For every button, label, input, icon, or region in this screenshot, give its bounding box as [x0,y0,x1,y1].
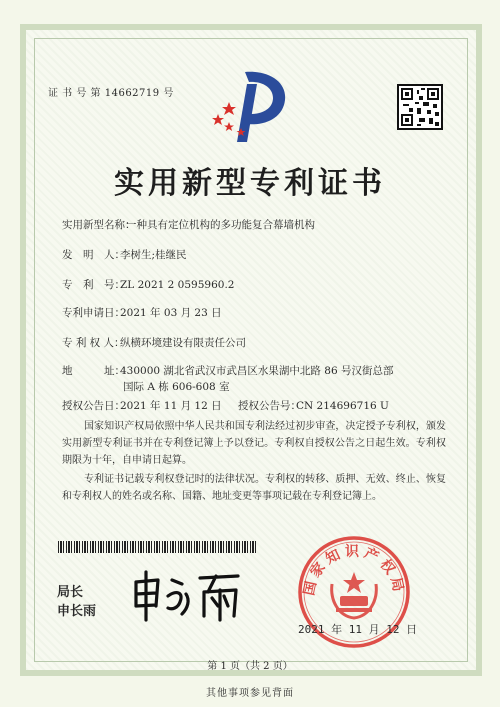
footer-note: 其他事项参见背面 [206,688,294,699]
field-value: CN 214696716 U [296,400,389,412]
qr-code-icon [397,84,443,130]
field-patentee [62,336,246,351]
field-address-line2: 国际 A 栋 606-608 室 [123,381,230,393]
field-value: 2021 年 11 月 12 日 [120,400,222,412]
field-label: 实用新型名称： [62,219,136,231]
field-label: 地 址： [62,365,125,377]
director-signature [128,566,248,624]
field-value: 一种具有定位机构的多功能复合幕墙机构 [126,219,315,231]
seal-text: 国家知识产权局 [301,544,407,598]
field-label: 专 利 权 人： [62,337,125,349]
certificate-number-value: 14662719 [104,88,160,99]
field-value: 2021 年 03 月 23 日 [120,307,222,319]
field-label: 专利申请日： [62,307,125,319]
field-label: 授权公告日： [62,400,125,412]
cnipa-logo-icon [207,68,293,144]
statement-paragraph: 国家知识产权局依照中华人民共和国专利法经过初步审查，决定授予专利权，颁发实用新型专利证书并在专利登记簿上予以登记。专利权自授权公告之日起生效。专利权期限为十年，自申请日起算。 [62,421,446,466]
field-grant-date [62,399,389,414]
director-name: 申长雨 [57,604,97,619]
statement-paragraph: 专利证书记载专利权登记时的法律状况。专利权的转移、质押、无效、终止、恢复和专利权人的姓名或名称、国籍、地址变更等事项记载在专利登记簿上。 [62,474,446,502]
page-number: 第 1 页（共 2 页） [207,661,293,672]
certificate-title: 实用新型专利证书 [114,166,386,201]
field-value: 430000 湖北省武汉市武昌区水果湖中北路 86 号汉街总部 [120,365,394,377]
field-address [62,364,393,379]
field-label: 发 明 人： [62,249,125,261]
barcode [58,541,256,553]
seal-date: 2021 年 11 月 12 日 [298,623,418,636]
certificate-number [48,84,174,99]
certificate-number-label: 证 书 号 第 [48,88,102,99]
director-title: 局长 [57,585,84,600]
field-inventor [62,248,187,263]
field-value: 李树生;桂继民 [120,249,187,261]
field-label: 专 利 号： [62,279,125,291]
field-patent-number [62,278,234,293]
field-value: ZL 2021 2 0595960.2 [120,279,235,291]
field-filing-date [62,306,222,321]
field-value: 纵横环境建设有限责任公司 [120,337,246,349]
field-label: 授权公告号： [238,400,301,412]
field-utility-model-name [62,218,315,233]
certificate-number-suffix: 号 [163,88,174,99]
